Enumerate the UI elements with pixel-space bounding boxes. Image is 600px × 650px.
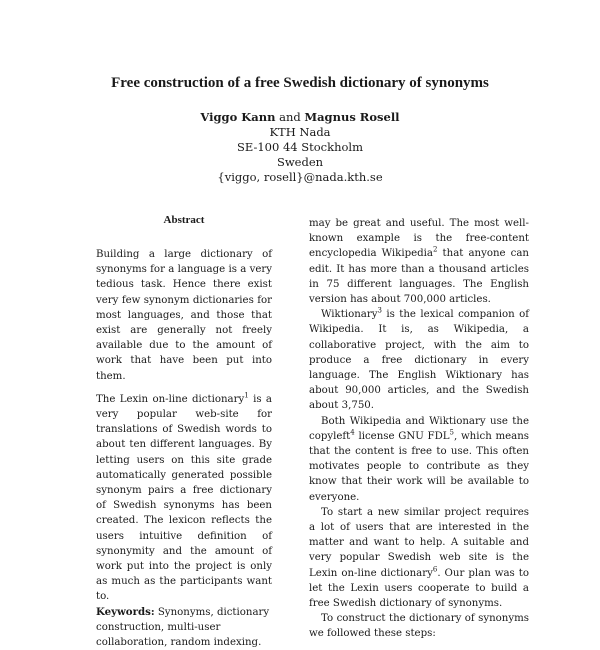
right-paragraph-4 — [309, 505, 529, 611]
abstract-paragraph-1: Building a large dictionary of synonyms for a language is a very tedious task. Hence there exist very few synonym dictionaries for most languages, and those that exist are generally not freely available due to the amount of work that have been put into them. — [96, 249, 272, 382]
right-p2-start: Wiktionary — [321, 309, 378, 321]
author-1: Viggo Kann — [200, 110, 276, 124]
footnote-mark-6: 6 — [432, 565, 438, 574]
right-p3-start: Both Wikipedia and Wiktionary use the copyleft — [309, 415, 529, 442]
keywords-paragraph — [96, 605, 272, 650]
right-p1-start: may be great and useful. The most well-known example is the free-content encyclopedia Wikipedia — [309, 218, 529, 260]
right-p3-rest: , which means that the content is free to use. This often motivates people to contribute as they know that their work will be available to everyone. — [309, 430, 529, 503]
right-p3-mid: license GNU FDL — [354, 430, 450, 442]
keywords-label: Keywords: — [96, 605, 155, 618]
affiliation: KTH Nada — [269, 125, 331, 139]
author-2: Magnus Rosell — [304, 110, 400, 124]
abstract-p2-start: The Lexin on-line dictionary — [96, 393, 245, 405]
abstract-column — [96, 247, 272, 650]
abstract-p2-rest: is a very popular web-site for translations of Swedish words to about ten different languages. By letting users on this site grade automatically generated possible synonym pairs a free dictionary of Swedish synonyms has been created. The lexicon reflects the users intuitive definition of synonymity and the amount of work put into the project is only as much as the participants want to. — [96, 393, 272, 603]
footnote-mark-4: 4 — [350, 428, 355, 437]
footnote-mark-2: 2 — [433, 246, 438, 255]
footnote-mark-1: 1 — [244, 391, 249, 400]
right-p1-rest: that anyone can edit. It has more than a thousand articles in 75 different languages. The English version has about 700,000 articles. — [309, 248, 529, 306]
footnote-mark-3: 3 — [377, 306, 382, 315]
author-block — [0, 110, 600, 185]
address: SE-100 44 Stockholm — [236, 140, 363, 154]
right-p4-start: To start a new similar project requires a lot of users that are interested in the matter and want to help. A suitable and very popular Swedish web site is the Lexin on-line dictionary — [309, 506, 529, 579]
author-names — [0, 110, 600, 125]
author-conjunction: and — [279, 110, 301, 124]
right-column — [309, 216, 529, 642]
abstract-paragraph-2 — [96, 392, 272, 605]
right-paragraph-2 — [309, 307, 529, 413]
email: {viggo, rosell}@nada.kth.se — [217, 170, 383, 184]
abstract-heading: Abstract — [163, 214, 205, 226]
keywords-text: Synonyms, dictionary construction, multi-user collaboration, random indexing. — [96, 606, 270, 649]
right-paragraph-3 — [309, 414, 529, 505]
country: Sweden — [276, 155, 324, 169]
paper-title: Free construction of a free Swedish dictionary of synonyms — [111, 75, 489, 91]
footnote-mark-5: 5 — [449, 428, 455, 437]
right-p2-rest: is the lexical companion of Wikipedia. It is, as Wikipedia, a collaborative project, with the aim to produce a free dictionary in every language. The English Wiktionary has about 90,000 articles, and the Swedish about 3,750. — [309, 309, 529, 412]
right-paragraph-5: To construct the dictionary of synonyms we followed these steps: — [309, 613, 529, 640]
right-p4-rest: . Our plan was to let the Lexin users cooperate to build a free Swedish dictionary of synonyms. — [309, 567, 530, 610]
right-paragraph-1 — [309, 216, 529, 307]
